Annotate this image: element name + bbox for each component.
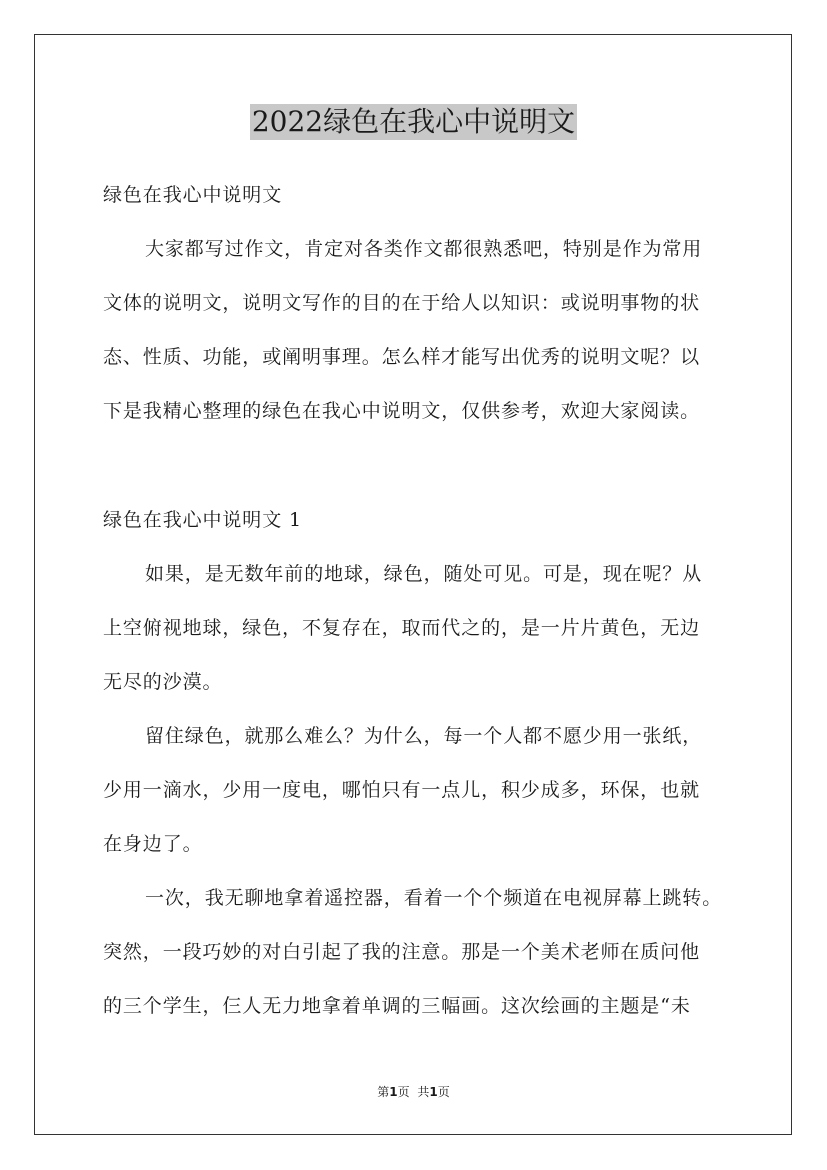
intro-line: 下是我精心整理的绿色在我心中说明文，仅供参考，欢迎大家阅读。 xyxy=(103,400,701,422)
footer-page-total: 1 xyxy=(429,1085,438,1099)
paragraph3-line: 突然，一段巧妙的对白引起了我的注意。那是一个美术老师在质问他 xyxy=(103,941,701,963)
paragraph2-line: 在身边了。 xyxy=(103,833,203,855)
intro-line: 文体的说明文，说明文写作的目的在于给人以知识：或说明事物的状 xyxy=(103,292,701,314)
paragraph1-line: 如果，是无数年前的地球，绿色，随处可见。可是，现在呢？从 xyxy=(145,563,703,585)
paragraph2-line: 留住绿色，就那么难么？为什么，每一个人都不愿少用一张纸， xyxy=(145,725,703,747)
page-footer xyxy=(0,1084,827,1100)
intro-line: 态、性质、功能，或阐明事理。怎么样才能写出优秀的说明文呢？以 xyxy=(103,346,701,368)
paragraph3-line: 的三个学生，仨人无力地拿着单调的三幅画。这次绘画的主题是“未 xyxy=(103,995,691,1017)
footer-total-unit: 页 xyxy=(437,1085,450,1099)
document-subtitle: 绿色在我心中说明文 xyxy=(103,184,283,206)
section-heading: 绿色在我心中说明文 1 xyxy=(103,509,303,531)
paragraph1-line: 上空俯视地球，绿色，不复存在，取而代之的，是一片片黄色，无边 xyxy=(103,617,701,639)
paragraph2-line: 少用一滴水，少用一度电，哪怕只有一点儿，积少成多，环保，也就 xyxy=(103,779,701,801)
intro-line: 大家都写过作文，肯定对各类作文都很熟悉吧，特别是作为常用 xyxy=(145,238,703,260)
paragraph1-line: 无尽的沙漠。 xyxy=(103,671,223,693)
paragraph3-line: 一次，我无聊地拿着遥控器，看着一个个频道在电视屏幕上跳转。 xyxy=(145,887,723,909)
footer-page-current: 1 xyxy=(389,1085,398,1099)
footer-page-unit: 页 xyxy=(397,1085,410,1099)
footer-page-prefix: 第 xyxy=(377,1085,390,1099)
title-container xyxy=(0,104,827,140)
document-title: 2022绿色在我心中说明文 xyxy=(251,105,576,138)
footer-total-prefix: 共 xyxy=(417,1085,430,1099)
